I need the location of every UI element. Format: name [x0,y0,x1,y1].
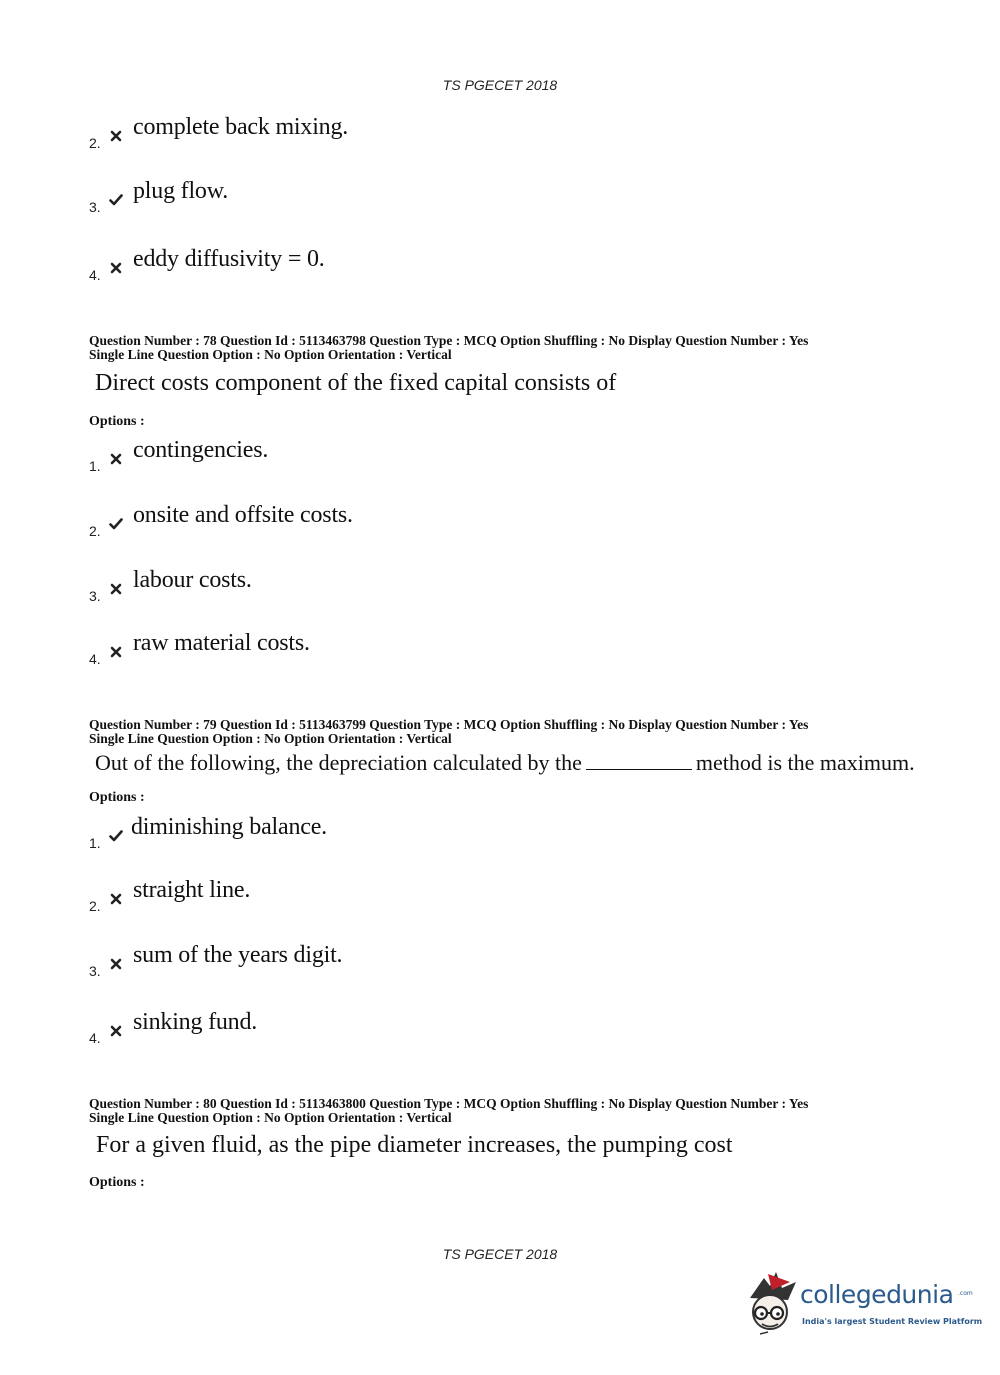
option-number: 1. [89,835,101,851]
cross-icon [109,261,123,275]
question-meta [89,718,808,746]
page-footer: TS PGECET 2018 [442,1246,558,1262]
option-number: 4. [89,1030,101,1046]
option-text: diminishing balance. [131,814,327,840]
options-label: Options : [89,414,145,429]
logo-wordmark: collegedunia [800,1280,954,1309]
question-meta-line: Question Number : 78 Question Id : 5113463798 Question Type : MCQ Option Shuffling : No Display Question Number : Yes [89,333,809,348]
fill-in-blank [586,753,692,770]
option-number: 3. [89,199,101,215]
question-meta [89,1097,808,1125]
cross-icon [109,582,123,596]
logo-suffix: .com [958,1290,973,1297]
question-meta-line: Question Number : 79 Question Id : 5113463799 Question Type : MCQ Option Shuffling : No Display Question Number : Yes [89,717,809,732]
question-meta-line: Single Line Question Option : No Option Orientation : Vertical [89,731,452,746]
option-text: sinking fund. [133,1009,258,1035]
option-text: labour costs. [133,567,252,593]
cross-icon [109,892,123,906]
logo-tagline: India's largest Student Review Platform [802,1317,983,1326]
option-number: 1. [89,458,101,474]
option-number: 3. [89,588,101,604]
option-number: 4. [89,267,101,283]
option-text: sum of the years digit. [133,942,343,968]
question-text: Direct costs component of the fixed capital consists of [95,370,617,396]
check-icon [109,829,123,843]
question-text-after: method is the maximum. [695,750,915,775]
options-label: Options : [89,790,145,805]
option-number: 2. [89,135,101,151]
option-text: straight line. [133,877,251,903]
check-icon [109,193,123,207]
question-meta-line: Question Number : 80 Question Id : 5113463800 Question Type : MCQ Option Shuffling : No Display Question Number : Yes [89,1096,809,1111]
cross-icon [109,1024,123,1038]
check-icon [109,517,123,531]
option-number: 2. [89,898,101,914]
question-text [95,750,915,776]
option-text: contingencies. [133,437,269,463]
question-text-before: Out of the following, the depreciation calculated by the [95,750,582,775]
option-number: 2. [89,523,101,539]
collegedunia-logo [742,1268,983,1340]
option-text: onsite and offsite costs. [133,502,353,528]
option-text: plug flow. [133,178,229,204]
question-meta [89,334,808,362]
options-label: Options : [89,1175,145,1190]
question-meta-line: Single Line Question Option : No Option Orientation : Vertical [89,1110,452,1125]
cross-icon [109,645,123,659]
option-text: complete back mixing. [133,114,349,140]
cross-icon [109,452,123,466]
mascot-icon [742,1268,802,1340]
question-text: For a given fluid, as the pipe diameter increases, the pumping cost [96,1132,733,1158]
option-text: eddy diffusivity = 0. [133,246,325,272]
question-meta-line: Single Line Question Option : No Option Orientation : Vertical [89,347,452,362]
cross-icon [109,957,123,971]
option-text: raw material costs. [133,630,310,656]
page-header: TS PGECET 2018 [442,77,558,93]
option-number: 3. [89,963,101,979]
cross-icon [109,129,123,143]
option-number: 4. [89,651,101,667]
